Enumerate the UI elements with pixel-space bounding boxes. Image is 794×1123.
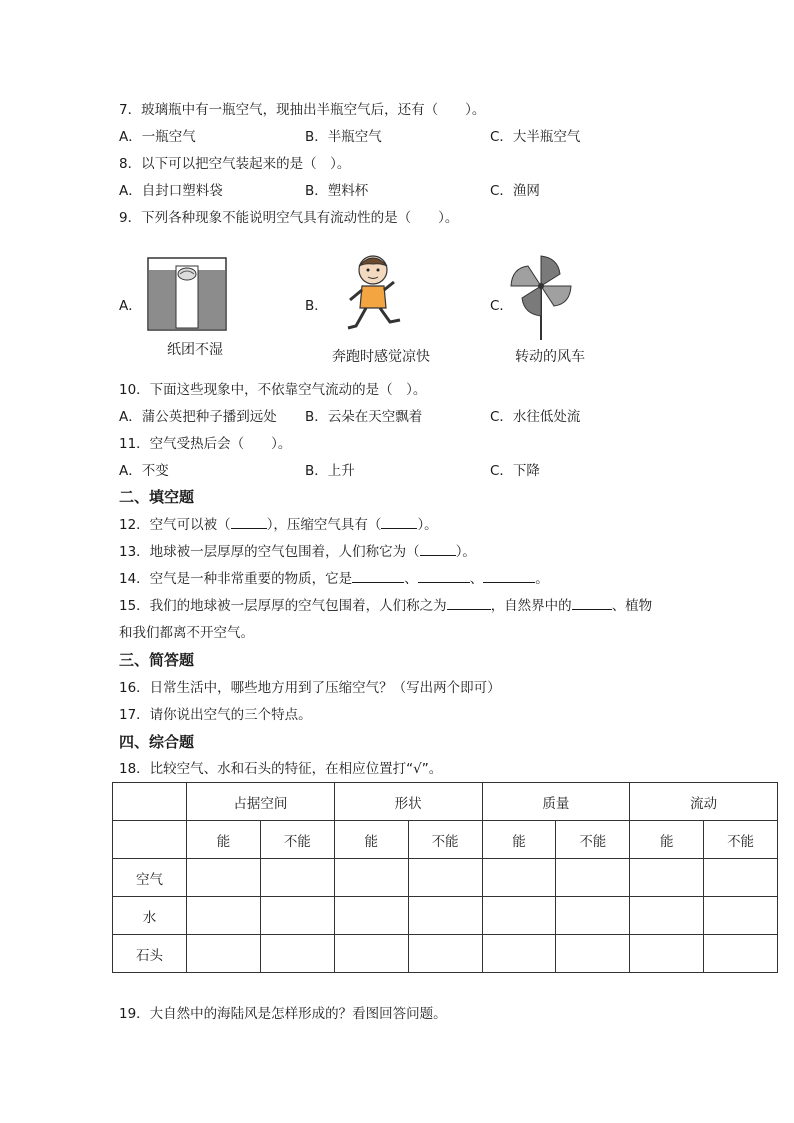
- table-cell[interactable]: [334, 859, 408, 897]
- comparison-table: [112, 782, 778, 973]
- q9-caption-c: 转动的风车: [515, 349, 585, 365]
- q18-stem: 18．比较空气、水和石头的特征，在相应位置打“√”。: [119, 761, 443, 777]
- table-header-flow: 流动: [630, 783, 778, 821]
- table-cell[interactable]: [556, 935, 630, 973]
- table-cell[interactable]: [334, 935, 408, 973]
- table-cell[interactable]: [260, 897, 334, 935]
- table-cell[interactable]: [630, 935, 704, 973]
- q12-blank-2: [381, 516, 417, 529]
- table-cell[interactable]: [260, 935, 334, 973]
- table-cell[interactable]: [408, 897, 482, 935]
- table-sub-yes: 能: [482, 821, 556, 859]
- table-sub-yes: 能: [630, 821, 704, 859]
- table-row-label: 水: [113, 897, 187, 935]
- q11-option-a: A．不变: [119, 463, 169, 479]
- table-cell[interactable]: [408, 859, 482, 897]
- table-subheader-corner: [113, 821, 187, 859]
- table-cell[interactable]: [187, 897, 261, 935]
- table-cell[interactable]: [482, 935, 556, 973]
- table-sub-no: 不能: [704, 821, 778, 859]
- q9-option-c-letter: C．: [490, 298, 513, 314]
- q14-blank-3: [483, 570, 535, 583]
- table-sub-yes: 能: [187, 821, 261, 859]
- table-cell[interactable]: [187, 935, 261, 973]
- q8-option-c: C．渔网: [490, 183, 540, 199]
- q15-blank-1: [447, 597, 491, 610]
- q7-option-c: C．大半瓶空气: [490, 129, 581, 145]
- q12-line: 12．空气可以被（ ），压缩空气具有（ ）。: [119, 517, 438, 533]
- q13-blank: [420, 543, 456, 556]
- table-cell[interactable]: [334, 897, 408, 935]
- q16-stem: 16．日常生活中，哪些地方用到了压缩空气？（写出两个即可）: [119, 680, 501, 696]
- q11-option-c: C．下降: [490, 463, 540, 479]
- q10-option-a: A．蒲公英把种子播到远处: [119, 409, 277, 425]
- table-cell[interactable]: [630, 859, 704, 897]
- table-sub-yes: 能: [334, 821, 408, 859]
- q7-stem: 7．玻璃瓶中有一瓶空气，现抽出半瓶空气后，还有（ ）。: [119, 102, 486, 118]
- q11-stem: 11．空气受热后会（ ）。: [119, 436, 292, 452]
- q14-blank-1: [352, 570, 404, 583]
- table-header-mass: 质量: [482, 783, 630, 821]
- q8-option-b: B．塑料杯: [305, 183, 369, 199]
- table-cell[interactable]: [556, 897, 630, 935]
- table-sub-no: 不能: [556, 821, 630, 859]
- table-corner-cell: [113, 783, 187, 821]
- table-header-shape: 形状: [334, 783, 482, 821]
- q17-stem: 17．请你说出空气的三个特点。: [119, 707, 312, 723]
- table-row-label: 空气: [113, 859, 187, 897]
- q14-blank-2: [418, 570, 470, 583]
- table-cell[interactable]: [482, 859, 556, 897]
- table-cell[interactable]: [556, 859, 630, 897]
- q8-option-a: A．自封口塑料袋: [119, 183, 223, 199]
- q12-blank-1: [231, 516, 267, 529]
- running-boy-figure: [340, 250, 410, 342]
- table-row-air: [113, 859, 778, 897]
- table-row-water: [113, 897, 778, 935]
- q9-caption-a: 纸团不湿: [167, 342, 223, 358]
- table-header-space: 占据空间: [187, 783, 335, 821]
- q15-line-2: 和我们都离不开空气。: [119, 625, 254, 641]
- table-cell[interactable]: [704, 859, 778, 897]
- table-subheader-row: [113, 821, 778, 859]
- q11-option-b: B．上升: [305, 463, 355, 479]
- table-cell[interactable]: [630, 897, 704, 935]
- table-cell[interactable]: [260, 859, 334, 897]
- q9-option-a-letter: A．: [119, 298, 142, 314]
- pinwheel-figure: [508, 250, 578, 342]
- q15-line-1: 15．我们的地球被一层厚厚的空气包围着，人们称之为 ，自然界中的 、植物: [119, 598, 653, 614]
- table-cell[interactable]: [704, 897, 778, 935]
- q14-line: 14．空气是一种非常重要的物质，它是 、 、 。: [119, 571, 549, 587]
- table-cell[interactable]: [482, 897, 556, 935]
- section3-title: 三、简答题: [119, 651, 195, 669]
- table-header-row: [113, 783, 778, 821]
- q9-stem: 9．下列各种现象不能说明空气具有流动性的是（ ）。: [119, 210, 459, 226]
- beaker-paper-figure: [140, 252, 232, 334]
- table-cell[interactable]: [187, 859, 261, 897]
- q9-option-b-letter: B．: [305, 298, 328, 314]
- table-cell[interactable]: [408, 935, 482, 973]
- section2-title: 二、填空题: [119, 488, 195, 506]
- table-sub-no: 不能: [408, 821, 482, 859]
- q7-option-b: B．半瓶空气: [305, 129, 382, 145]
- table-row-label: 石头: [113, 935, 187, 973]
- section4-title: 四、综合题: [119, 733, 195, 751]
- table-sub-no: 不能: [260, 821, 334, 859]
- q7-option-a: A．一瓶空气: [119, 129, 196, 145]
- table-row-stone: [113, 935, 778, 973]
- q8-stem: 8．以下可以把空气装起来的是（ ）。: [119, 156, 351, 172]
- q10-option-b: B．云朵在天空飘着: [305, 409, 423, 425]
- q15-blank-2: [572, 597, 612, 610]
- q10-option-c: C．水往低处流: [490, 409, 581, 425]
- q9-caption-b: 奔跑时感觉凉快: [332, 349, 430, 365]
- q13-line: 13．地球被一层厚厚的空气包围着，人们称它为（ ）。: [119, 544, 476, 560]
- q10-stem: 10．下面这些现象中，不依靠空气流动的是（ ）。: [119, 382, 427, 398]
- table-cell[interactable]: [704, 935, 778, 973]
- q19-stem: 19．大自然中的海陆风是怎样形成的？看图回答问题。: [119, 1006, 447, 1022]
